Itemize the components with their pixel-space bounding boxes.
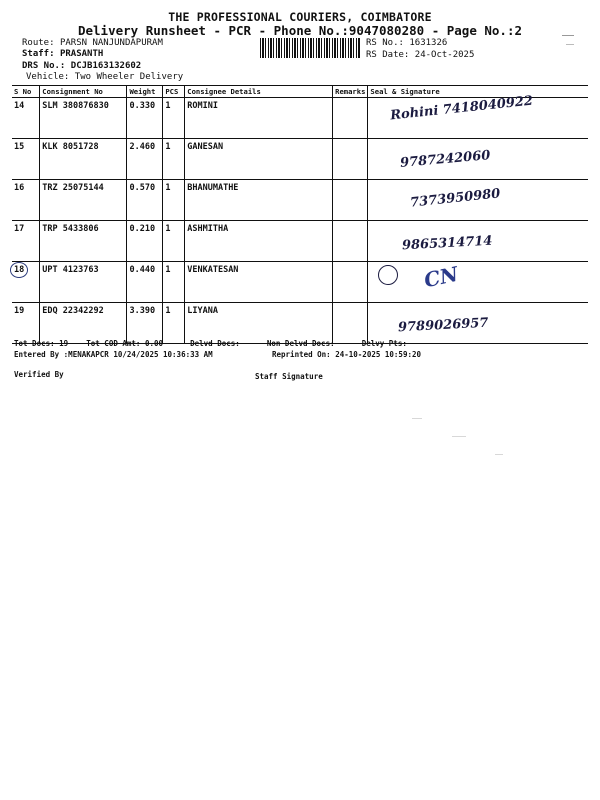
- table-row: [12, 303, 588, 344]
- cell-consignment: UPT 4123763: [40, 262, 127, 303]
- rs-no-label: RS No.:: [366, 38, 404, 48]
- totals-line: [14, 339, 407, 348]
- cell-weight: 0.210: [127, 221, 163, 262]
- cell-consignee: BHANUMATHE: [185, 180, 333, 221]
- cell-consignee: LIYANA: [185, 303, 333, 344]
- cell-pcs: 1: [163, 221, 185, 262]
- scan-mark: [452, 436, 466, 437]
- vehicle-label: Vehicle:: [26, 72, 70, 82]
- cell-weight: 0.330: [127, 98, 163, 139]
- route-line: [22, 38, 163, 48]
- cell-pcs: 1: [163, 262, 185, 303]
- company-title: THE PROFESSIONAL COURIERS, COIMBATORE: [168, 10, 432, 24]
- staff-label: Staff:: [22, 49, 55, 59]
- col-consignee: Consignee Details: [185, 86, 333, 98]
- staff-signature-label: Staff Signature: [255, 372, 323, 381]
- table-row: [12, 262, 588, 303]
- cell-signature: [368, 303, 588, 344]
- cell-consignee: ROMINI: [185, 98, 333, 139]
- cell-signature: [368, 139, 588, 180]
- rs-date-label: RS Date:: [366, 50, 410, 60]
- cell-remarks: [333, 98, 368, 139]
- col-remarks: Remarks: [333, 86, 368, 98]
- delvd-docs-label: Delvd Docs:: [190, 339, 240, 348]
- tot-cod-label: Tot COD Amt:: [86, 339, 141, 348]
- table-row: [12, 180, 588, 221]
- handwritten-signature: 9787242060: [399, 148, 492, 171]
- cell-consignee: GANESAN: [185, 139, 333, 180]
- cell-weight: 0.440: [127, 262, 163, 303]
- delvy-pts-label: Delvy Pts:: [361, 339, 407, 348]
- scan-mark: [412, 418, 422, 419]
- tot-docs-value: 19: [59, 339, 69, 348]
- cell-consignee: VENKATESAN: [185, 262, 333, 303]
- handwritten-signature: 9865314714: [402, 233, 494, 254]
- scan-mark: [566, 44, 574, 45]
- table-row: [12, 98, 588, 139]
- drs-line: [22, 61, 141, 71]
- handwritten-signature: 9789026957: [398, 315, 490, 336]
- cell-remarks: [333, 221, 368, 262]
- verified-by: Verified By: [14, 370, 64, 379]
- cell-sno: 14: [12, 98, 40, 139]
- barcode: [260, 38, 360, 58]
- cell-remarks: [333, 180, 368, 221]
- runsheet-subtitle: Delivery Runsheet - PCR - Phone No.:9047080280 - Page No.:2: [77, 23, 522, 38]
- cell-sno: [12, 262, 40, 303]
- cell-consignee: ASHMITHA: [185, 221, 333, 262]
- rs-date-value: 24-Oct-2025: [414, 50, 475, 60]
- table-row: [12, 221, 588, 262]
- rs-no-value: 1631326: [409, 38, 448, 48]
- scan-mark: [562, 35, 574, 36]
- cell-sno: 19: [12, 303, 40, 344]
- staff-line: [22, 49, 103, 59]
- circled-mark: 18: [10, 262, 28, 278]
- reprinted-on: Reprinted On: 24-10-2025 10:59:20: [272, 350, 422, 359]
- cell-signature: [368, 180, 588, 221]
- cell-remarks: [333, 262, 368, 303]
- col-consignment: Consignment No: [40, 86, 127, 98]
- cell-consignment: SLM 380876830: [40, 98, 127, 139]
- cell-remarks: [333, 303, 368, 344]
- cell-consignment: TRP 5433806: [40, 221, 127, 262]
- col-pcs: PCS: [163, 86, 185, 98]
- scan-mark: [495, 454, 503, 455]
- cell-sno: 17: [12, 221, 40, 262]
- rs-date-line: [366, 50, 474, 60]
- tot-cod-value: 0.00: [144, 339, 164, 348]
- entered-by: Entered By :MENAKAPCR 10/24/2025 10:36:33 AM: [14, 350, 213, 359]
- non-delvd-docs-label: Non Delvd Docs:: [266, 339, 335, 348]
- table-row: [12, 139, 588, 180]
- cell-weight: 3.390: [127, 303, 163, 344]
- cell-pcs: 1: [163, 98, 185, 139]
- col-sno: S No: [12, 86, 40, 98]
- cell-consignment: KLK 8051728: [40, 139, 127, 180]
- cell-sno: 16: [12, 180, 40, 221]
- col-weight: Weight: [127, 86, 163, 98]
- cell-weight: 0.570: [127, 180, 163, 221]
- cell-remarks: [333, 139, 368, 180]
- staff-value: PRASANTH: [59, 49, 104, 59]
- drs-label: DRS No.:: [22, 61, 66, 71]
- vehicle-line: [26, 72, 183, 82]
- col-seal-signature: Seal & Signature: [368, 86, 588, 98]
- rs-no-line: [366, 38, 447, 48]
- cell-signature: [368, 93, 588, 139]
- vehicle-value: Two Wheeler Delivery: [74, 72, 184, 82]
- seal-stamp: [378, 265, 398, 285]
- route-value: PARSN NANJUNDAPURAM: [59, 38, 163, 48]
- route-label: Route:: [22, 38, 55, 48]
- cell-signature: [368, 221, 588, 262]
- handwritten-signature: CN: [421, 261, 460, 293]
- drs-value: DCJB163132602: [70, 61, 142, 71]
- cell-signature: [368, 262, 588, 303]
- cell-sno: 15: [12, 139, 40, 180]
- cell-consignment: TRZ 25075144: [40, 180, 127, 221]
- cell-pcs: 1: [163, 303, 185, 344]
- cell-weight: 2.460: [127, 139, 163, 180]
- tot-docs-label: Tot Docs:: [14, 339, 55, 348]
- cell-pcs: 1: [163, 139, 185, 180]
- runsheet-table: [12, 85, 588, 344]
- cell-consignment: EDQ 22342292: [40, 303, 127, 344]
- handwritten-signature: 7373950980: [409, 186, 502, 211]
- cell-pcs: 1: [163, 180, 185, 221]
- handwritten-signature: Rohini 7418040922: [390, 93, 535, 124]
